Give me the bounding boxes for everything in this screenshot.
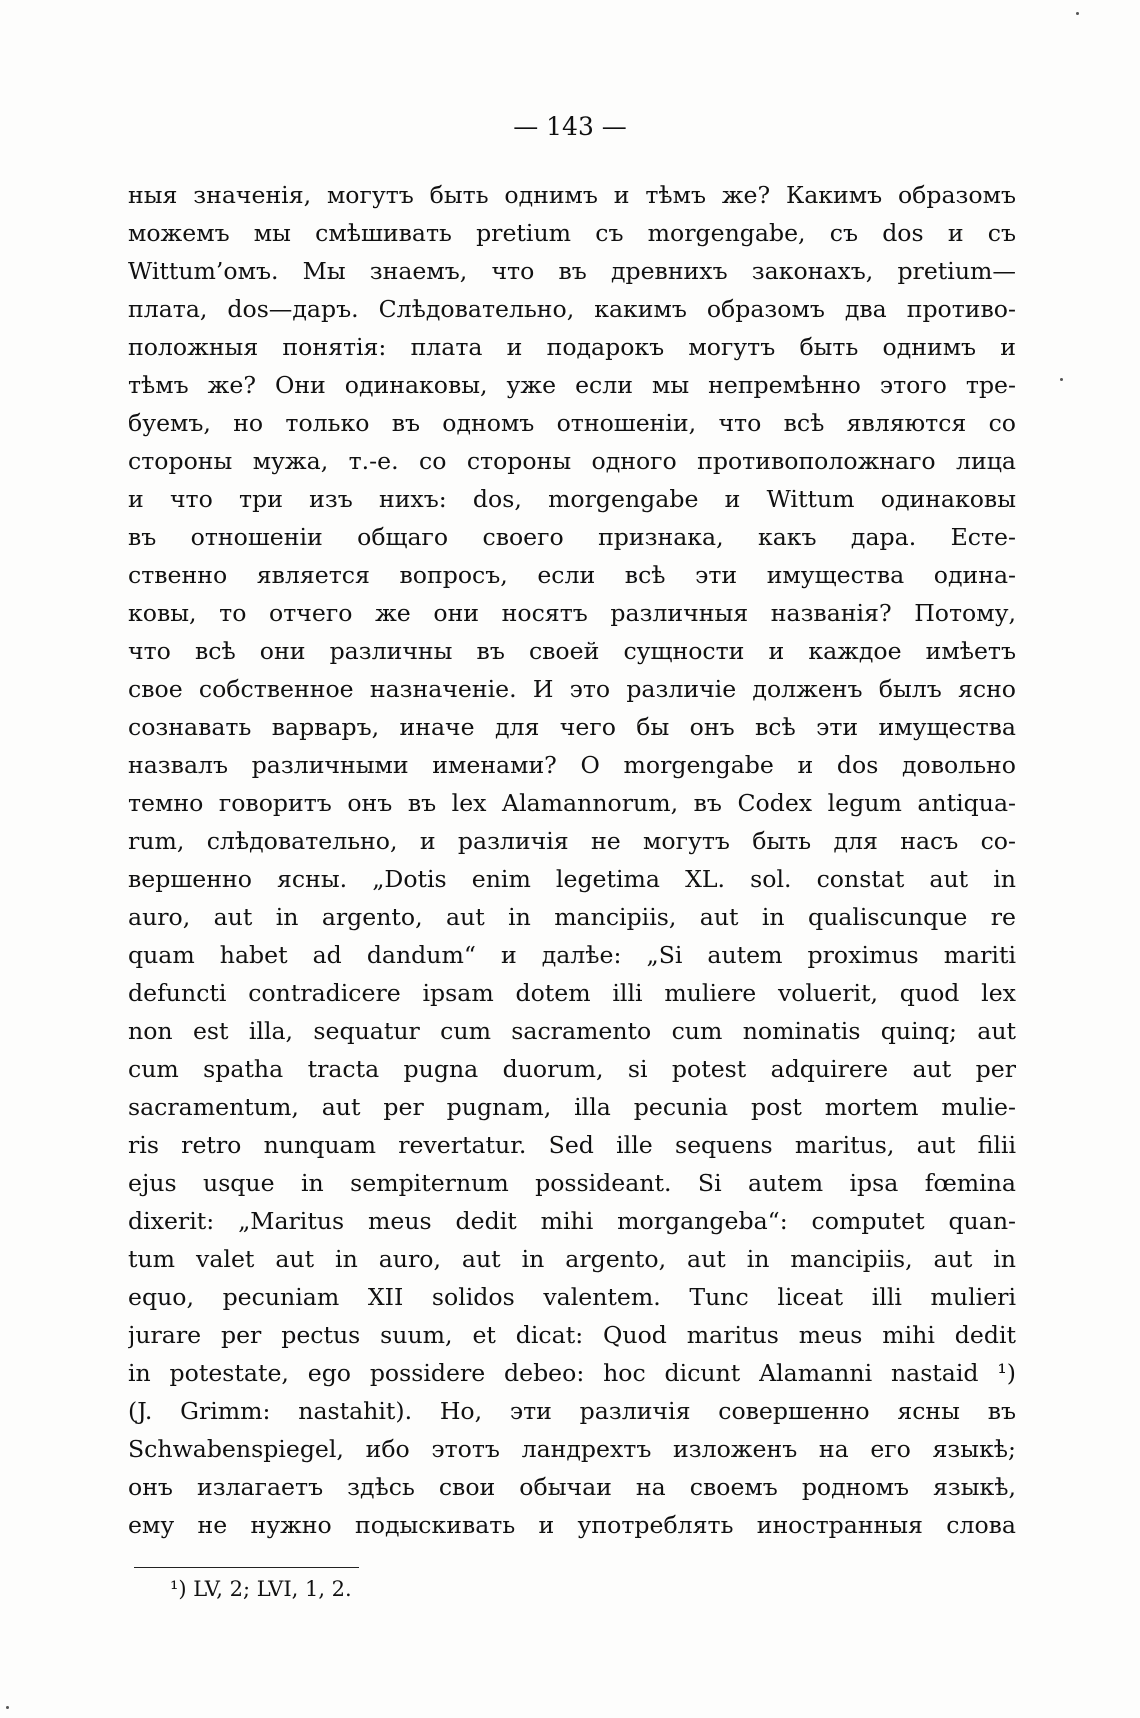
text-line: темно говоритъ онъ въ lex Alamannorum, въ Codex legum antiqua-	[128, 789, 1016, 817]
text-line: sacramentum, aut per pugnam, illa pecunia post mortem mulie-	[128, 1093, 1016, 1121]
text-line: equo, pecuniam XII solidos valentem. Tunc liceat illi mulieri	[128, 1283, 1016, 1311]
text-line: свое собственное назначеніе. И это различіе долженъ былъ ясно	[128, 675, 1016, 703]
text-line: rum, слѣдовательно, и различія не могутъ быть для насъ со-	[128, 827, 1016, 855]
text-line: стороны мужа, т.-е. со стороны одного противоположнаго лица	[128, 447, 1016, 475]
text-line: можемъ мы смѣшивать pretium съ morgengabe, съ dos и съ	[128, 219, 1016, 247]
text-line: jurare per pectus suum, et dicat: Quod maritus meus mihi dedit	[128, 1321, 1016, 1349]
text-line: cum spatha tracta pugna duorum, si potest adquirere aut per	[128, 1055, 1016, 1083]
page-number: — 143 —	[513, 112, 627, 141]
text-line: ejus usque in sempiternum possideant. Si autem ipsa fœmina	[128, 1169, 1016, 1197]
text-line: вершенно ясны. „Dotis enim legetima XL. sol. constat aut in	[128, 865, 1016, 893]
text-line: буемъ, но только въ одномъ отношеніи, что всѣ являются со	[128, 409, 1016, 437]
text-line: ему не нужно подыскивать и употреблять иностранныя слова	[128, 1511, 1016, 1539]
text-line: dixerit: „Maritus meus dedit mihi morgangeba“: computet quan-	[128, 1207, 1016, 1235]
text-line: что всѣ они различны въ своей сущности и каждое имѣетъ	[128, 637, 1016, 665]
body-text	[128, 176, 1016, 1544]
text-line: онъ излагаетъ здѣсь свои обычаи на своемъ родномъ языкѣ,	[128, 1473, 1016, 1501]
text-line: въ отношеніи общаго своего признака, какъ дара. Естe-	[128, 523, 1016, 551]
text-line: ковы, то отчего же они носятъ различныя названія? Потому,	[128, 599, 1016, 627]
text-line: Wittum’омъ. Мы знаемъ, что въ древнихъ законахъ, pretium—	[128, 257, 1016, 285]
text-line: in potestate, ego possidere debeo: hoc dicunt Alamanni nastaid ¹)	[128, 1359, 1016, 1387]
scan-speck	[6, 1706, 9, 1709]
text-line: (J. Grimm: nastahit). Но, эти различія совершенно ясны въ	[128, 1397, 1016, 1425]
footnote: ¹) LV, 2; LVI, 1, 2.	[170, 1577, 352, 1601]
scan-speck	[1060, 378, 1063, 381]
text-line: non est illa, sequatur cum sacramento cum nominatis quinq; aut	[128, 1017, 1016, 1045]
scan-speck	[1076, 12, 1079, 15]
text-line: назвалъ различными именами? О morgengabe и dos довольно	[128, 751, 1016, 779]
text-line: tum valet aut in auro, aut in argento, aut in mancipiis, aut in	[128, 1245, 1016, 1273]
footnote-rule	[134, 1567, 359, 1568]
text-line: положныя понятія: плата и подарокъ могутъ быть однимъ и	[128, 333, 1016, 361]
text-line: defuncti contradicere ipsam dotem illi muliere voluerit, quod lex	[128, 979, 1016, 1007]
text-line: quam habet ad dandum“ и далѣе: „Si autem proximus mariti	[128, 941, 1016, 969]
text-line: ственно является вопросъ, если всѣ эти имущества одина-	[128, 561, 1016, 589]
text-line: Schwabenspiegel, ибо этотъ ландрехтъ изложенъ на его языкѣ;	[128, 1435, 1016, 1463]
text-line: плата, dos—даръ. Слѣдовательно, какимъ образомъ два противо-	[128, 295, 1016, 323]
text-line: и что три изъ нихъ: dos, morgengabe и Wittum одинаковы	[128, 485, 1016, 513]
text-line: тѣмъ же? Они одинаковы, уже если мы непремѣнно этого тре-	[128, 371, 1016, 399]
text-line: auro, aut in argento, aut in mancipiis, aut in qualiscunque re	[128, 903, 1016, 931]
text-line: ныя значенія, могутъ быть однимъ и тѣмъ же? Какимъ образомъ	[128, 181, 1016, 209]
text-line: сознавать варваръ, иначе для чего бы онъ всѣ эти имущества	[128, 713, 1016, 741]
text-line: ris retro nunquam revertatur. Sed ille sequens maritus, aut filii	[128, 1131, 1016, 1159]
